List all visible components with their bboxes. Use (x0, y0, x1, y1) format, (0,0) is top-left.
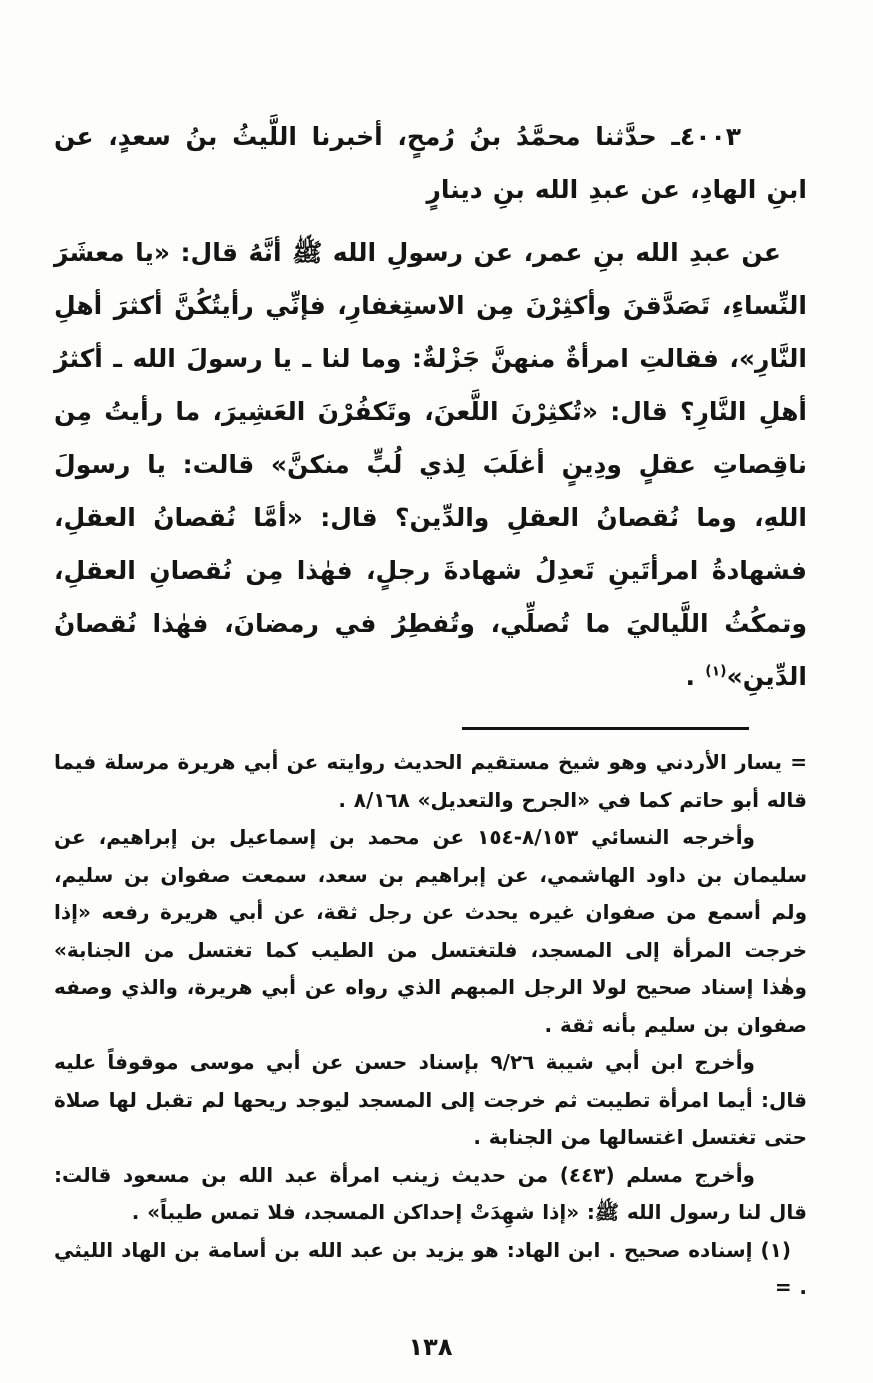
footnote-continuation-paragraph: = يسار الأردني وهو شيخ مستقيم الحديث روايته عن أبي هريرة مرسلة فيما قاله أبو حاتم كما في «الجرح والتعديل» ٨/١٦٨ . (54, 750, 807, 812)
hadith-text-block (54, 0, 807, 703)
page-number: ١٣٨ (408, 1332, 453, 1361)
footnote-reference-mark: (١) (705, 663, 727, 680)
footnote-muslim-paragraph: وأخرج مسلم (٤٤٣) من حديث زينب امرأة عبد الله بن مسعود قالت: قال لنا رسول الله ﷺ: «إذا شهِدَتْ إحداكن المسجد، فلا تمس طيباً» . (54, 1162, 807, 1224)
hadith-number-dash: ـ (671, 122, 680, 151)
footnote-grading-paragraph: (١) إسناده صحيح . ابن الهاد: هو يزيد بن عبد الله بن أسامة بن الهاد الليثي . = (54, 1237, 807, 1299)
footnote-nasai-paragraph: وأخرجه النسائي ٨/١٥٣-١٥٤ عن محمد بن إسماعيل بن إبراهيم، عن سليمان بن داود الهاشمي، عن إبراهيم بن سعد، سمعت صفوان بن سليم، ولم أسمع من صفوان غيره يحدث عن رجل ثقة، عن أبي هريرة رفعه «إذا خرجت المرأة إلى المسجد، فلتغتسل من الطيب كما تغتسل من الجنابة» وهٰذا إسناد صحيح لولا الرجل المبهم الذي رواه عن أبي هريرة، والذي وصفه صفوان بن سليم بأنه ثقة . (54, 825, 807, 1037)
hadith-number: ٤٠٠٣ (679, 122, 741, 151)
footnote-separator-line (462, 727, 749, 730)
hadith-matn-text: عن عبدِ الله بنِ عمر، عن رسولِ الله ﷺ أنَّهُ قال: «يا معشَرَ النِّساءِ، تَصَدَّقنَ وأكثِرْنَ مِن الاستِغفارِ، فإنِّي رأيتُكُنَّ أكثرَ أهلِ النَّارِ»، فقالتِ امرأةٌ منهنَّ جَزْلةٌ: وما لنا ـ يا رسولَ الله ـ أكثرُ أهلِ النَّارِ؟ قال: «تُكثِرْنَ اللَّعنَ، وتَكفُرْنَ العَشِيرَ، ما رأيتُ مِن ناقِصاتِ عقلٍ ودِينٍ أغلَبَ لِذي لُبٍّ منكنَّ» قالت: يا رسولَ اللهِ، وما نُقصانُ العقلِ والدِّين؟ قال: «أمَّا نُقصانُ العقلِ، فشهادةُ امرأتَينِ تَعدِلُ شهادةَ رجلٍ، فهٰذا مِن نُقصانِ العقلِ، وتمكُثُ اللَّياليَ ما تُصلِّي، وتُفطِرُ في رمضانَ، فهٰذا نُقصانُ الدِّينِ» (54, 238, 807, 691)
footnote-ibn-abi-shayba-paragraph: وأخرج ابن أبي شيبة ٩/٢٦ بإسناد حسن عن أبي موسى موقوفاً عليه قال: أيما امرأة تطيبت ثم خرجت إلى المسجد ليوجد ريحها لم تقبل لها صلاة حتى تغتسل اغتسالها من الجنابة . (54, 1050, 807, 1149)
page-content (54, 0, 807, 1361)
hadith-matn-paragraph (54, 226, 807, 703)
matn-end-punctuation: . (685, 662, 695, 691)
footnotes-block (54, 744, 807, 1307)
hadith-isnad-paragraph (54, 110, 807, 216)
hadith-isnad-text: حدَّثنا محمَّدُ بنُ رُمحٍ، أخبرنا اللَّيثُ بنُ سعدٍ، عن ابنِ الهادِ، عن عبدِ الله بنِ دينارٍ (54, 122, 807, 204)
